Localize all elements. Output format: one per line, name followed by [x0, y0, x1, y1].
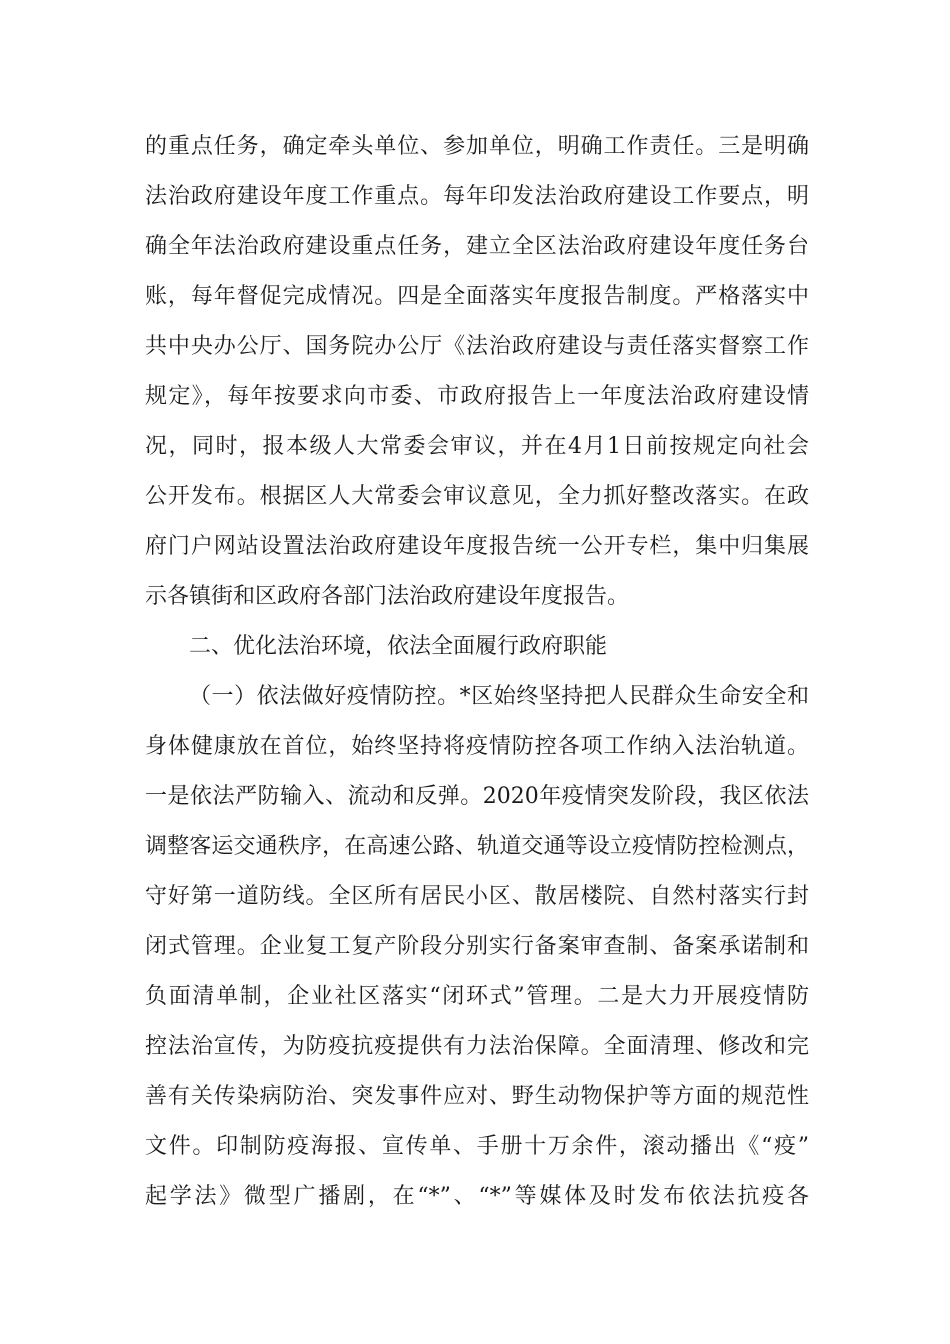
text-line: 况，同时，报本级人大常委会审议，并在4月1日前按规定向社会 [145, 434, 809, 459]
text-line: 守好第一道防线。全区所有居民小区、散居楼院、自然村落实行封 [145, 884, 809, 909]
text-line: 文件。印制防疫海报、宣传单、手册十万余件，滚动播出《“疫” [145, 1134, 809, 1159]
text-line: 善有关传染病防治、突发事件应对、野生动物保护等方面的规范性 [145, 1084, 809, 1109]
text-line: 负面清单制，企业社区落实“闭环式”管理。二是大力开展疫情防 [145, 984, 809, 1009]
section-heading: 二、优化法治环境，依法全面履行政府职能 [189, 634, 608, 659]
text-line: 规定》，每年按要求向市委、市政府报告上一年度法治政府建设情 [145, 384, 809, 409]
text-line: 公开发布。根据区人大常委会审议意见，全力抓好整改落实。在政 [145, 484, 809, 509]
text-line: 控法治宣传，为防疫抗疫提供有力法治保障。全面清理、修改和完 [145, 1034, 809, 1059]
subsection-line: （一）依法做好疫情防控。*区始终坚持把人民群众生命安全和 [189, 684, 809, 709]
body-text [145, 122, 809, 1222]
text-line: 确全年法治政府建设重点任务，建立全区法治政府建设年度任务台 [145, 234, 809, 259]
text-line: 身体健康放在首位，始终坚持将疫情防控各项工作纳入法治轨道。 [145, 734, 809, 759]
text-line: 的重点任务，确定牵头单位、参加单位，明确工作责任。三是明确 [145, 134, 809, 159]
text-line: 法治政府建设年度工作重点。每年印发法治政府建设工作要点，明 [145, 184, 809, 209]
text-line: 共中央办公厅、国务院办公厅《法治政府建设与责任落实督察工作 [145, 334, 809, 359]
text-line: 账，每年督促完成情况。四是全面落实年度报告制度。严格落实中 [145, 284, 809, 309]
text-line: 起学法》微型广播剧，在“*”、“*”等媒体及时发布依法抗疫各 [145, 1184, 809, 1209]
text-line: 调整客运交通秩序，在高速公路、轨道交通等设立疫情防控检测点， [145, 834, 809, 859]
text-line: 一是依法严防输入、流动和反弹。2020年疫情突发阶段，我区依法 [145, 784, 809, 809]
text-line: 闭式管理。企业复工复产阶段分别实行备案审查制、备案承诺制和 [145, 934, 809, 959]
text-line: 府门户网站设置法治政府建设年度报告统一公开专栏，集中归集展 [145, 534, 809, 559]
text-line: 示各镇街和区政府各部门法治政府建设年度报告。 [145, 584, 630, 609]
